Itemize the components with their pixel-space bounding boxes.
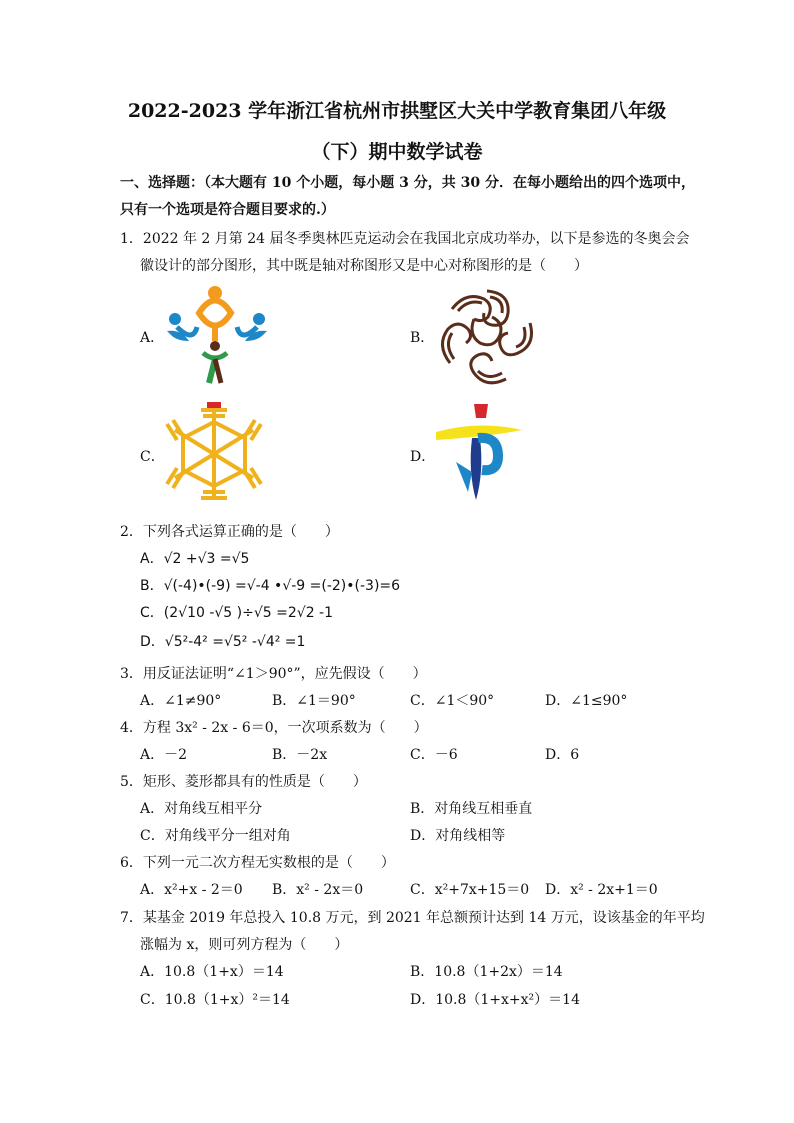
q1-option-d-label: D． <box>410 449 436 465</box>
q2-option-a-text: A．√2 +√3 =√5 <box>140 551 250 567</box>
q2-option-c <box>140 603 333 623</box>
q5-stem: 5．矩形、菱形都具有的性质是（ ） <box>120 774 367 790</box>
q6-option-c: C．x²+7x+15＝0 <box>410 882 530 898</box>
q2-stem: 2．下列各式运算正确的是（ ） <box>120 524 339 540</box>
q3-option-b: B．∠1＝90° <box>272 693 356 709</box>
figure-ring-knot-icon <box>432 283 542 389</box>
q2-option-a <box>140 549 249 569</box>
q7-option-c: C．10.8（1+x）²＝14 <box>140 992 290 1008</box>
q1-option-c-label: C． <box>140 449 165 465</box>
section-heading-line-2: 只有一个选项是符合题目要求的.） <box>120 202 335 218</box>
q7-option-b: B．10.8（1+2x）＝14 <box>410 964 563 980</box>
figure-people-emblem-icon <box>163 283 271 389</box>
q1-stem-line-1: 1．2022 年 2 月第 24 届冬季奥林匹克运动会在我国北京成功举办，以下是参选的冬奥会会 <box>120 231 690 247</box>
q7-option-a: A．10.8（1+x）＝14 <box>140 964 284 980</box>
figure-snowflake-seal-icon <box>163 402 265 506</box>
q5-option-c: C．对角线平分一组对角 <box>140 828 291 844</box>
exam-title-line-1: 2022-2023 学年浙江省杭州市拱墅区大关中学教育集团八年级 <box>127 100 667 122</box>
q3-option-d: D．∠1≤90° <box>545 693 628 709</box>
q6-option-b: B．x² - 2x＝0 <box>272 882 364 898</box>
q4-option-c: C．－6 <box>410 747 458 763</box>
q4-option-b: B．－2x <box>272 747 328 763</box>
q3-option-a: A．∠1≠90° <box>140 693 222 709</box>
q6-stem: 6．下列一元二次方程无实数根的是（ ） <box>120 855 395 871</box>
exam-title-line-2: （下）期中数学试卷 <box>311 141 483 163</box>
q4-stem: 4．方程 3x² - 2x - 6＝0，一次项系数为（ ） <box>120 720 428 736</box>
figure-ribbon-emblem-icon <box>432 402 524 502</box>
q1-stem-line-2: 徽设计的部分图形，其中既是轴对称图形又是中心对称图形的是（ ） <box>140 258 588 274</box>
q4-option-a: A．－2 <box>140 747 188 763</box>
q7-option-d: D．10.8（1+x+x²）＝14 <box>410 992 580 1008</box>
q2-option-b-text: B．√(-4)•(-9) =√-4 •√-9 =(-2)•(-3)=6 <box>140 578 401 594</box>
q2-option-d <box>140 632 305 652</box>
q7-stem-line-2: 涨幅为 x，则可列方程为（ ） <box>140 937 349 953</box>
q5-option-a: A．对角线互相平分 <box>140 801 263 817</box>
q1-option-b-label: B． <box>410 330 435 346</box>
q7-stem-line-1: 7．某基金 2019 年总投入 10.8 万元，到 2021 年总额预计达到 14 万元，设该基金的年平均 <box>120 910 705 926</box>
section-heading-line-1: 一、选择题：（本大题有 10 个小题，每小题 3 分，共 30 分．在每小题给出的四个选项中， <box>120 175 695 191</box>
q6-option-d: D．x² - 2x+1＝0 <box>545 882 658 898</box>
q1-option-a-label: A． <box>140 330 165 346</box>
q2-option-c-text: C．(2√10 -√5 )÷√5 =2√2 -1 <box>140 605 334 621</box>
q6-option-a: A．x²+x - 2＝0 <box>140 882 243 898</box>
q2-option-b <box>140 576 400 596</box>
q3-stem: 3．用反证法证明“∠1＞90°”，应先假设（ ） <box>120 666 427 682</box>
q3-option-c: C．∠1＜90° <box>410 693 495 709</box>
q5-option-b: B．对角线互相垂直 <box>410 801 533 817</box>
q2-option-d-text: D．√5²-4² =√5² -√4² =1 <box>140 634 306 650</box>
q5-option-d: D．对角线相等 <box>410 828 506 844</box>
q4-option-d: D．6 <box>545 747 580 763</box>
